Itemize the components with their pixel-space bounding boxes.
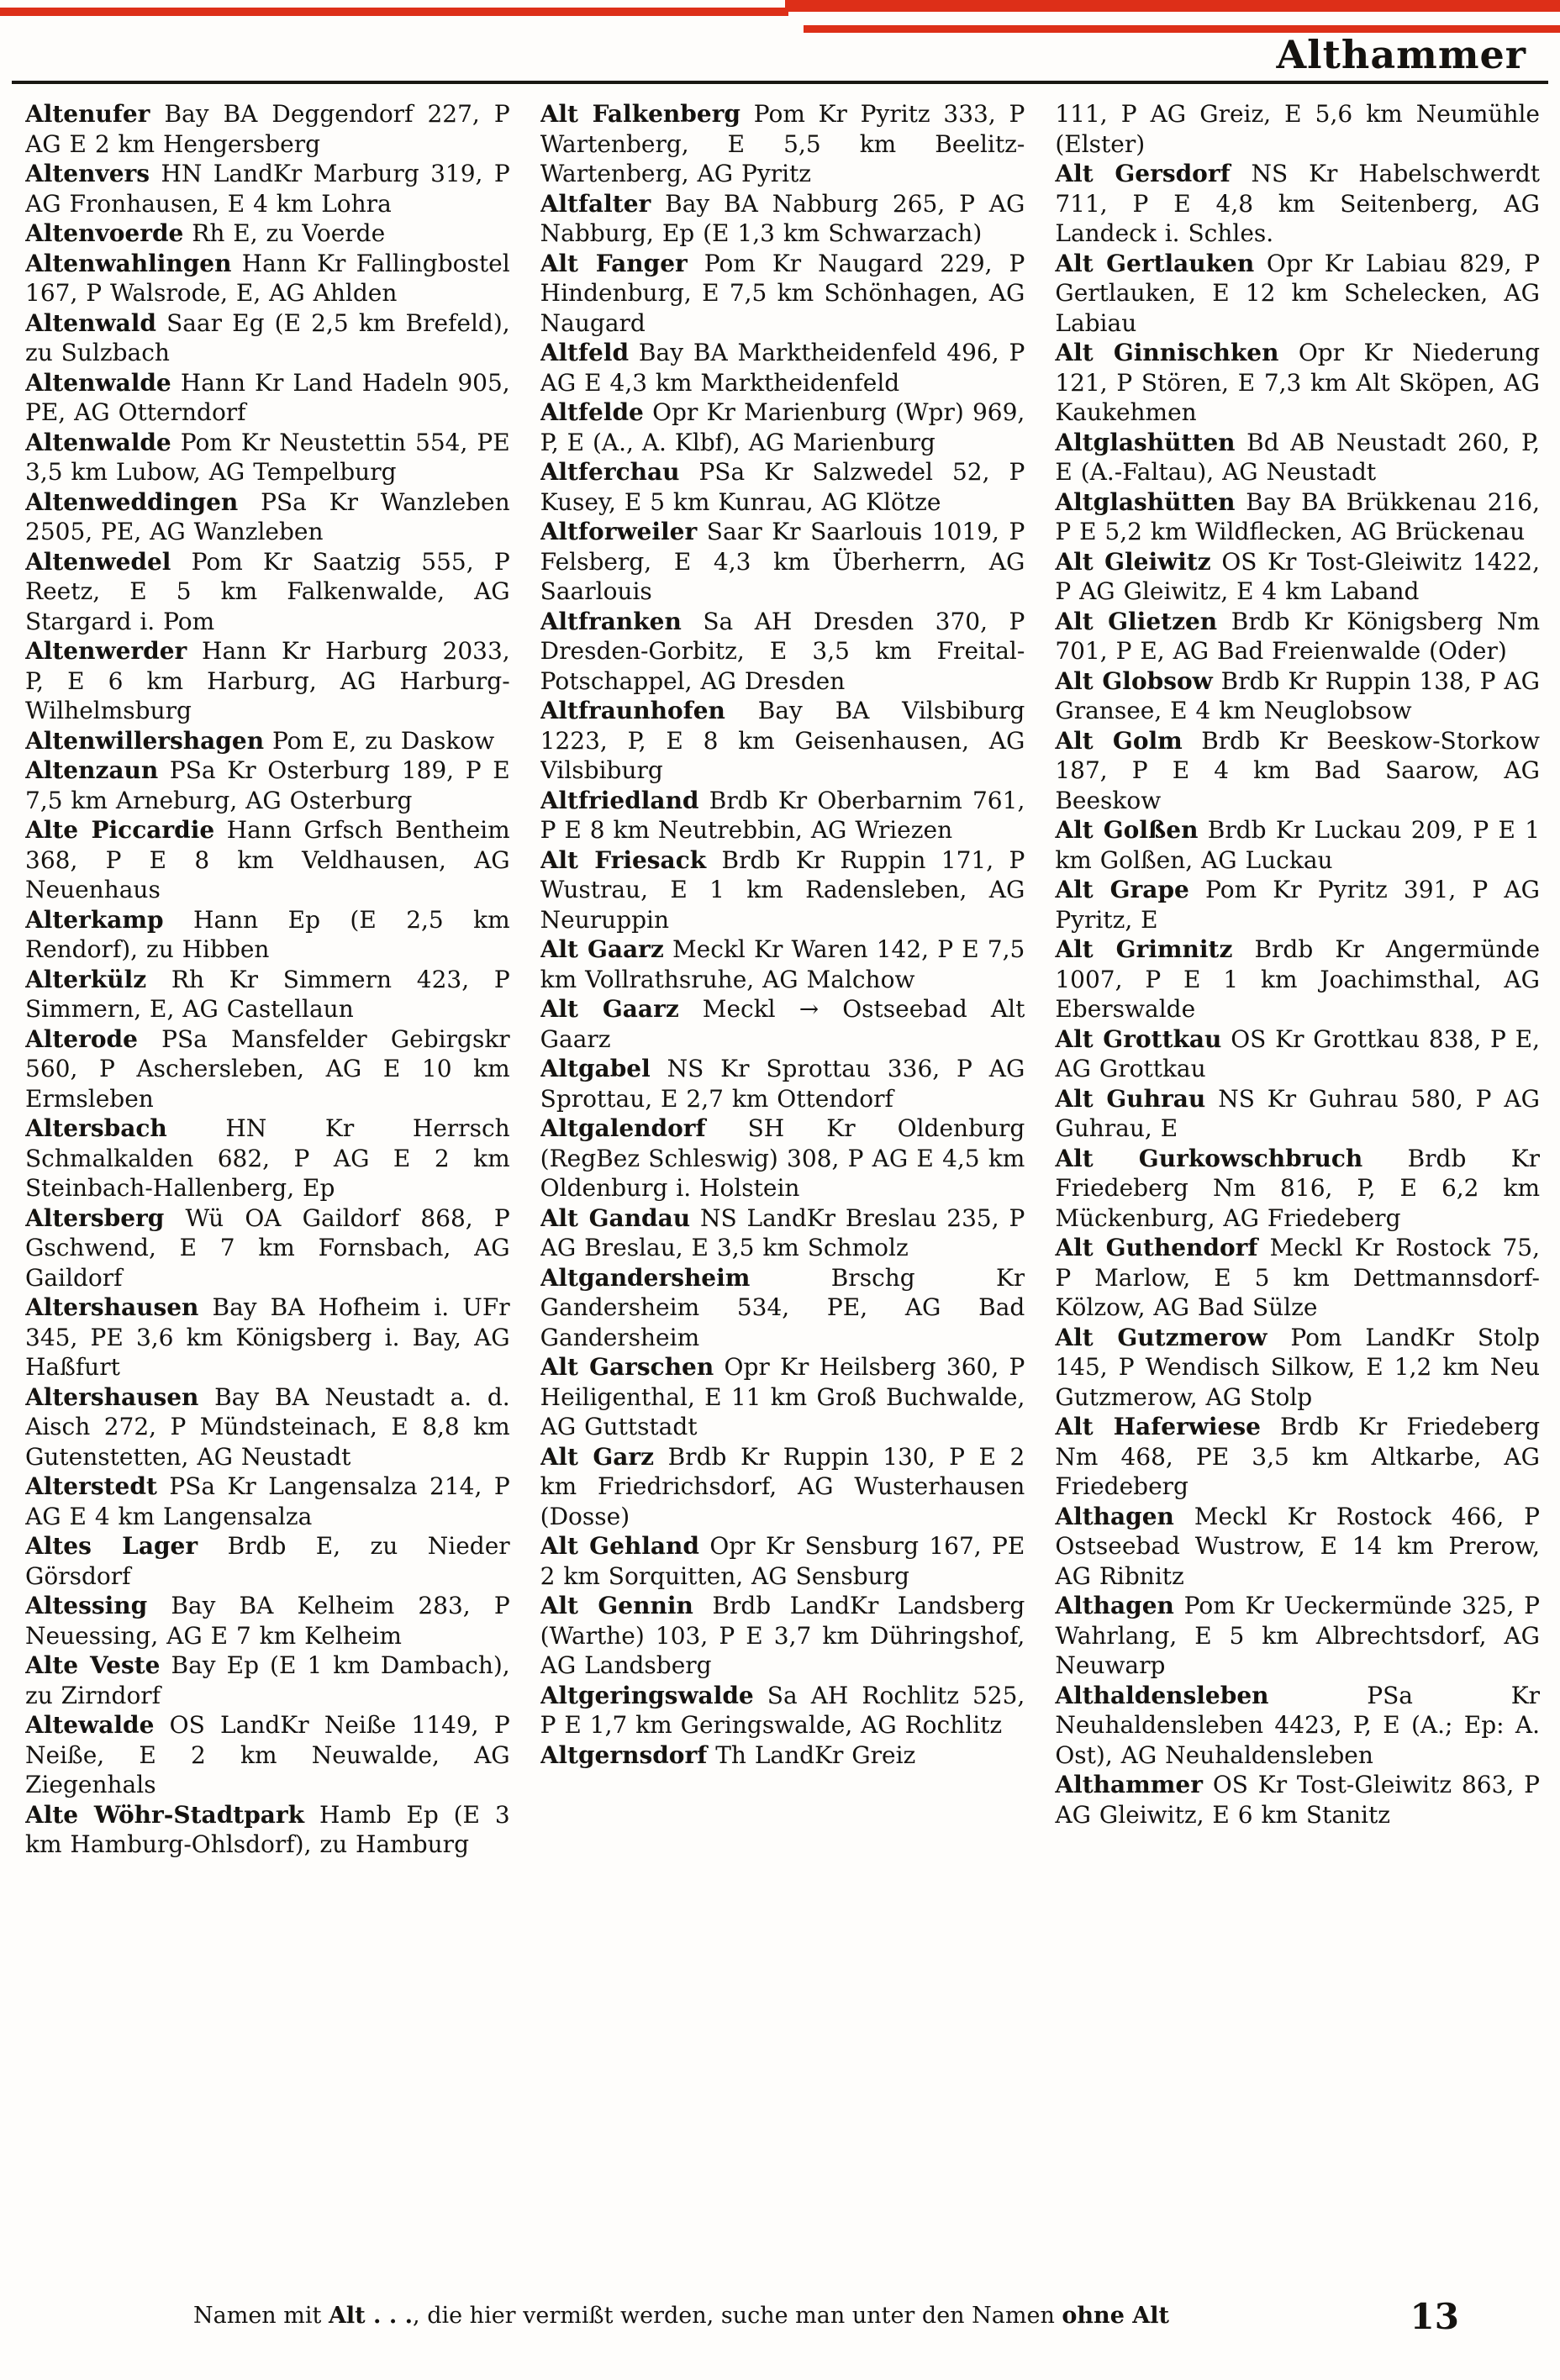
entry-headword: Alt Gleiwitz [1055, 547, 1211, 576]
entry: Altfelde Opr Kr Marienburg (Wpr) 969, P, E (A., A. Klbf), AG Marienburg [540, 398, 1025, 456]
page-footer [25, 2296, 1535, 2355]
entry: Altenzaun PSa Kr Osterburg 189, P E 7,5 km Arneburg, AG Osterburg [25, 756, 510, 814]
entry-headword: Altgernsdorf [540, 1740, 708, 1769]
entry: Altewalde OS LandKr Neiße 1149, P Neiße, E 2 km Neuwalde, AG Ziegenhals [25, 1711, 510, 1798]
entry-headword: Alt Gandau [540, 1203, 691, 1232]
entry: Altenufer Bay BA Deggendorf 227, P AG E 2 km Hengersberg [25, 100, 510, 158]
entry-headword: Alt Golßen [1055, 816, 1199, 844]
entry: Alt Grape Pom Kr Pyritz 391, P AG Pyritz, E [1055, 876, 1540, 934]
entry: Althagen Meckl Kr Rostock 466, P Ostseebad Wustrow, E 14 km Prerow, AG Ribnitz [1055, 1502, 1540, 1590]
entry-headword: Altgabel [540, 1055, 651, 1082]
entry: Alt Gersdorf NS Kr Habelschwerdt 711, P E 4,8 km Seitenberg, AG Landeck i. Schles. [1055, 160, 1540, 247]
entry-headword: Alt Gertlauken [1055, 249, 1255, 277]
column-2 [540, 99, 1025, 2284]
entry-headword: Altglashütten [1055, 487, 1236, 516]
entry: Alt Garz Brdb Kr Ruppin 130, P E 2 km Friedrichsdorf, AG Wusterhausen (Dosse) [540, 1442, 1025, 1530]
entry-headword: Alterkülz [25, 965, 147, 993]
entry-headword: Alt Guthendorf [1055, 1234, 1258, 1261]
entry: Alt Gaarz Meckl → Ostseebad Alt Gaarz [540, 995, 1025, 1053]
entry-headword: Alt Gaarz [540, 995, 679, 1023]
entry: Altenwalde Hann Kr Land Hadeln 905, PE, AG Otterndorf [25, 368, 510, 426]
entry-headword: Altenwald [25, 308, 156, 337]
red-scan-mark [785, 0, 1560, 12]
entry: Altforweiler Saar Kr Saarlouis 1019, P Felsberg, E 4,3 km Überherrn, AG Saarlouis [540, 518, 1025, 605]
entry: Alt Gehland Opr Kr Sensburg 167, PE 2 km Sorquitten, AG Sensburg [540, 1532, 1025, 1590]
entry-headword: Altfriedland [540, 786, 699, 814]
entry-headword: Altforweiler [540, 518, 698, 545]
entry: Alt Grottkau OS Kr Grottkau 838, P E, AG Grottkau [1055, 1024, 1540, 1082]
entry-headword: Alt Friesack [540, 845, 707, 874]
entry: Altfeld Bay BA Marktheidenfeld 496, P AG E 4,3 km Marktheidenfeld [540, 339, 1025, 397]
entry: Alt Ginnischken Opr Kr Niederung 121, P Stören, E 7,3 km Alt Sköpen, AG Kaukehmen [1055, 339, 1540, 426]
footer-note-bold: Alt . . . [328, 2303, 414, 2329]
entry: Altfraunhofen Bay BA Vilsbiburg 1223, P, E 8 km Geisenhausen, AG Vilsbiburg [540, 697, 1025, 784]
running-head-keyword: Althammer [1276, 32, 1526, 77]
entry-headword: Altenwerder [25, 637, 187, 665]
column-1 [25, 99, 510, 2284]
entry: Alte Veste Bay Ep (E 1 km Dambach), zu Zirndorf [25, 1651, 510, 1709]
entry-headword: Alterode [25, 1024, 138, 1053]
column-3 [1055, 99, 1540, 2284]
footer-note-bold: ohne Alt [1062, 2303, 1169, 2329]
entry-headword: Altfraunhofen [540, 697, 725, 724]
entry-headword: Altenwalde [25, 368, 171, 397]
entry: Alt Gutzmerow Pom LandKr Stolp 145, P Wendisch Silkow, E 1,2 km Neu Gutzmerow, AG Stolp [1055, 1323, 1540, 1411]
entry: Alterkülz Rh Kr Simmern 423, P Simmern, E, AG Castellaun [25, 965, 510, 1023]
entry: Alt Grimnitz Brdb Kr Angermünde 1007, P E 1 km Joachimsthal, AG Eberswalde [1055, 935, 1540, 1023]
entry-headword: Althammer [1055, 1771, 1203, 1798]
entry-headword: Alt Gaarz [540, 935, 664, 963]
entry-headword: Alt Grimnitz [1055, 935, 1233, 963]
entry: Altenvers HN LandKr Marburg 319, P AG Fronhausen, E 4 km Lohra [25, 160, 510, 218]
entry-headword: Altgalendorf [540, 1114, 706, 1142]
entry: Altfranken Sa AH Dresden 370, P Dresden-Gorbitz, E 3,5 km Freital-Potschappel, AG Dresden [540, 607, 1025, 695]
entry-headword: Altenvers [25, 160, 150, 187]
entry-headword: Alte Veste [25, 1651, 161, 1679]
entry: Altenweddingen PSa Kr Wanzleben 2505, PE, AG Wanzleben [25, 487, 510, 545]
entry-headword: Altewalde [25, 1711, 155, 1739]
entry: Alte Wöhr-Stadtpark Hamb Ep (E 3 km Hamburg-Ohlsdorf), zu Hamburg [25, 1800, 510, 1858]
entry-headword: Alt Ginnischken [1055, 339, 1279, 366]
entry: Altersbach HN Kr Herrsch Schmalkalden 682, P AG E 2 km Steinbach-Hallenberg, Ep [25, 1114, 510, 1202]
entry-headword: Alt Gehland [540, 1532, 699, 1560]
entry-headword: Althagen [1055, 1502, 1174, 1530]
entry: Altenwalde Pom Kr Neustettin 554, PE 3,5 km Lubow, AG Tempelburg [25, 428, 510, 486]
entry: Alterstedt PSa Kr Langensalza 214, P AG E 4 km Langensalza [25, 1472, 510, 1530]
entry-headword: Alte Wöhr-Stadtpark [25, 1800, 305, 1829]
entry: Altenwerder Hann Kr Harburg 2033, P, E 6 km Harburg, AG Harburg-Wilhelmsburg [25, 637, 510, 724]
entry: Althagen Pom Kr Ueckermünde 325, P Wahrlang, E 5 km Albrechtsdorf, AG Neuwarp [1055, 1592, 1540, 1679]
entry-headword: Altenwillershagen [25, 726, 265, 755]
entry-headword: Altes Lager [25, 1532, 198, 1560]
entry-headword: Altenvoerde [25, 219, 184, 247]
red-scan-mark [0, 8, 788, 16]
entry-headword: Altessing [25, 1592, 148, 1619]
entry-headword: Alterstedt [25, 1472, 157, 1500]
entry: Altgabel NS Kr Sprottau 336, P AG Sprottau, E 2,7 km Ottendorf [540, 1055, 1025, 1113]
entry: Alterkamp Hann Ep (E 2,5 km Rendorf), zu Hibben [25, 905, 510, 963]
entry-headword: Altgeringswalde [540, 1681, 754, 1709]
header-rule [12, 81, 1548, 84]
entry: Altenwillershagen Pom E, zu Daskow [25, 726, 495, 755]
entry-headword: Altershausen [25, 1293, 199, 1321]
entry-headword: Alt Garz [540, 1442, 655, 1471]
footer-note-text: Namen mit [193, 2303, 329, 2329]
entry: Altgeringswalde Sa AH Rochlitz 525, P E 1,7 km Geringswalde, AG Rochlitz [540, 1681, 1025, 1739]
entry: Altgandersheim Brschg Kr Gandersheim 534, PE, AG Bad Gandersheim [540, 1263, 1025, 1351]
entry-headword: Alt Globsow [1055, 666, 1213, 695]
entry: Altglashütten Bd AB Neustadt 260, P, E (A.-Faltau), AG Neustadt [1055, 428, 1540, 486]
entry: Alt Golßen Brdb Kr Luckau 209, P E 1 km Golßen, AG Luckau [1055, 816, 1540, 874]
entry-headword: Alt Golm [1055, 726, 1183, 755]
entry: Alt Falkenberg Pom Kr Pyritz 333, P Wartenberg, E 5,5 km Beelitz-Wartenberg, AG Pyritz [540, 100, 1025, 187]
entry: Altfriedland Brdb Kr Oberbarnim 761, P E 8 km Neutrebbin, AG Wriezen [540, 786, 1025, 844]
entry-headword: Alt Gennin [540, 1592, 693, 1619]
entry: Altershausen Bay BA Neustadt a. d. Aisch 272, P Mündsteinach, E 8,8 km Gutenstetten, AG Neustadt [25, 1382, 510, 1471]
entry-headword: Alt Gersdorf [1055, 160, 1231, 187]
entry: Altenvoerde Rh E, zu Voerde [25, 219, 386, 247]
entry-headword: Altfelde [540, 398, 644, 426]
footer-note [193, 2303, 1169, 2329]
entry-headword: Altfeld [540, 339, 630, 366]
entry: Altenwahlingen Hann Kr Fallingbostel 167, P Walsrode, E, AG Ahlden [25, 249, 510, 307]
entry-headword: Alt Haferwiese [1055, 1413, 1261, 1440]
entry-headword: Altenufer [25, 100, 150, 128]
entry: Alt Gleiwitz OS Kr Tost-Gleiwitz 1422, P AG Gleiwitz, E 4 km Laband [1055, 547, 1540, 605]
entry: Altfalter Bay BA Nabburg 265, P AG Nabburg, Ep (E 1,3 km Schwarzach) [540, 189, 1025, 247]
entry-headword: Althagen [1055, 1592, 1174, 1619]
entry-headword: Altenwedel [25, 547, 171, 576]
entry: Altersberg Wü OA Gaildorf 868, P Gschwend, E 7 km Fornsbach, AG Gaildorf [25, 1203, 510, 1292]
entry: Alt Glietzen Brdb Kr Königsberg Nm 701, P E, AG Bad Freienwalde (Oder) [1055, 607, 1540, 665]
entry: Alt Gennin Brdb LandKr Landsberg (Warthe) 103, P E 3,7 km Dühringshof, AG Landsberg [540, 1592, 1025, 1679]
entry: Alt Fanger Pom Kr Naugard 229, P Hindenburg, E 7,5 km Schönhagen, AG Naugard [540, 249, 1025, 337]
entry-headword: Altershausen [25, 1382, 199, 1411]
entry: Alt Gertlauken Opr Kr Labiau 829, P Gertlauken, E 12 km Schelecken, AG Labiau [1055, 249, 1540, 337]
entry: Alt Gaarz Meckl Kr Waren 142, P E 7,5 km Vollrathsruhe, AG Malchow [540, 935, 1025, 993]
entry: Altferchau PSa Kr Salzwedel 52, P Kusey, E 5 km Kunrau, AG Klötze [540, 458, 1025, 516]
entry-headword: Alt Garschen [540, 1353, 714, 1381]
entry-headword: Altfalter [540, 189, 651, 218]
entry-headword: Alt Falkenberg [540, 100, 740, 128]
entry: Alt Golm Brdb Kr Beeskow-Storkow 187, P E 4 km Bad Saarow, AG Beeskow [1055, 726, 1540, 814]
text-columns [25, 99, 1540, 2284]
entry-headword: Altenzaun [25, 756, 159, 784]
entry: Altenwald Saar Eg (E 2,5 km Brefeld), zu Sulzbach [25, 308, 510, 366]
entry-headword: Alt Gurkowschbruch [1055, 1144, 1363, 1172]
entry-headword: Altenwahlingen [25, 249, 232, 277]
entry: Alt Gurkowschbruch Brdb Kr Friedeberg Nm 816, P, E 6,2 km Mückenburg, AG Friedeberg [1055, 1144, 1540, 1232]
entry: Altgernsdorf Th LandKr Greiz [540, 1740, 916, 1769]
entry: Alt Globsow Brdb Kr Ruppin 138, P AG Gransee, E 4 km Neuglobsow [1055, 666, 1540, 724]
entry-headword: Altglashütten [1055, 428, 1236, 456]
entry-headword: Alt Gutzmerow [1055, 1323, 1268, 1351]
entry-headword: Alt Grape [1055, 876, 1189, 903]
entry-headword: Altgandersheim [540, 1263, 751, 1292]
entry: Althaldensleben PSa Kr Neuhaldensleben 4423, P, E (A.; Ep: A. Ost), AG Neuhaldensleben [1055, 1681, 1540, 1769]
entry-headword: Alt Grottkau [1055, 1024, 1222, 1053]
entry: 111, P AG Greiz, E 5,6 km Neumühle (Elster) [1055, 100, 1540, 158]
entry: Altenwedel Pom Kr Saatzig 555, P Reetz, E 5 km Falkenwalde, AG Stargard i. Pom [25, 547, 510, 635]
entry: Altgalendorf SH Kr Oldenburg (RegBez Schleswig) 308, P AG E 4,5 km Oldenburg i. Holstein [540, 1114, 1025, 1202]
entry-headword: Altfranken [540, 607, 682, 635]
entry: Alt Haferwiese Brdb Kr Friedeberg Nm 468, PE 3,5 km Altkarbe, AG Friedeberg [1055, 1413, 1540, 1500]
entry: Althammer OS Kr Tost-Gleiwitz 863, P AG Gleiwitz, E 6 km Stanitz [1055, 1771, 1540, 1829]
entry: Alterode PSa Mansfelder Gebirgskr 560, P Aschersleben, AG E 10 km Ermsleben [25, 1024, 510, 1113]
entry-headword: Althaldensleben [1055, 1681, 1269, 1709]
entry-headword: Altenwalde [25, 428, 171, 456]
entry-headword: Alt Glietzen [1055, 607, 1218, 635]
entry: Altessing Bay BA Kelheim 283, P Neuessing, AG E 7 km Kelheim [25, 1592, 510, 1650]
entry-headword: Alt Fanger [540, 249, 688, 277]
entry: Alte Piccardie Hann Grfsch Bentheim 368, P E 8 km Veldhausen, AG Neuenhaus [25, 816, 510, 903]
entry-headword: Altferchau [540, 458, 680, 486]
footer-note-text: , die hier vermißt werden, suche man unter den Namen [413, 2303, 1062, 2329]
entry: Alt Garschen Opr Kr Heilsberg 360, P Heiligenthal, E 11 km Groß Buchwalde, AG Guttstadt [540, 1353, 1025, 1440]
entry: Altglashütten Bay BA Brükkenau 216, P E 5,2 km Wildflecken, AG Brückenau [1055, 487, 1540, 545]
entry: Alt Guthendorf Meckl Kr Rostock 75, P Marlow, E 5 km Dettmannsdorf-Kölzow, AG Bad Sülze [1055, 1234, 1540, 1321]
entry-headword: Altersberg [25, 1203, 165, 1232]
page-number: 13 [1410, 2296, 1459, 2337]
entry: Altes Lager Brdb E, zu Nieder Görsdorf [25, 1532, 510, 1590]
entry: Alt Friesack Brdb Kr Ruppin 171, P Wustrau, E 1 km Radensleben, AG Neuruppin [540, 845, 1025, 934]
entry: Alt Gandau NS LandKr Breslau 235, P AG Breslau, E 3,5 km Schmolz [540, 1203, 1025, 1261]
entry-headword: Alte Piccardie [25, 816, 215, 844]
entry-headword: Alterkamp [25, 905, 164, 934]
entry-headword: Altersbach [25, 1114, 167, 1142]
entry-headword: Alt Guhrau [1055, 1084, 1206, 1113]
entry: Alt Guhrau NS Kr Guhrau 580, P AG Guhrau, E [1055, 1084, 1540, 1142]
entry-headword: Altenweddingen [25, 487, 239, 516]
entry: Altershausen Bay BA Hofheim i. UFr 345, PE 3,6 km Königsberg i. Bay, AG Haßfurt [25, 1293, 510, 1381]
